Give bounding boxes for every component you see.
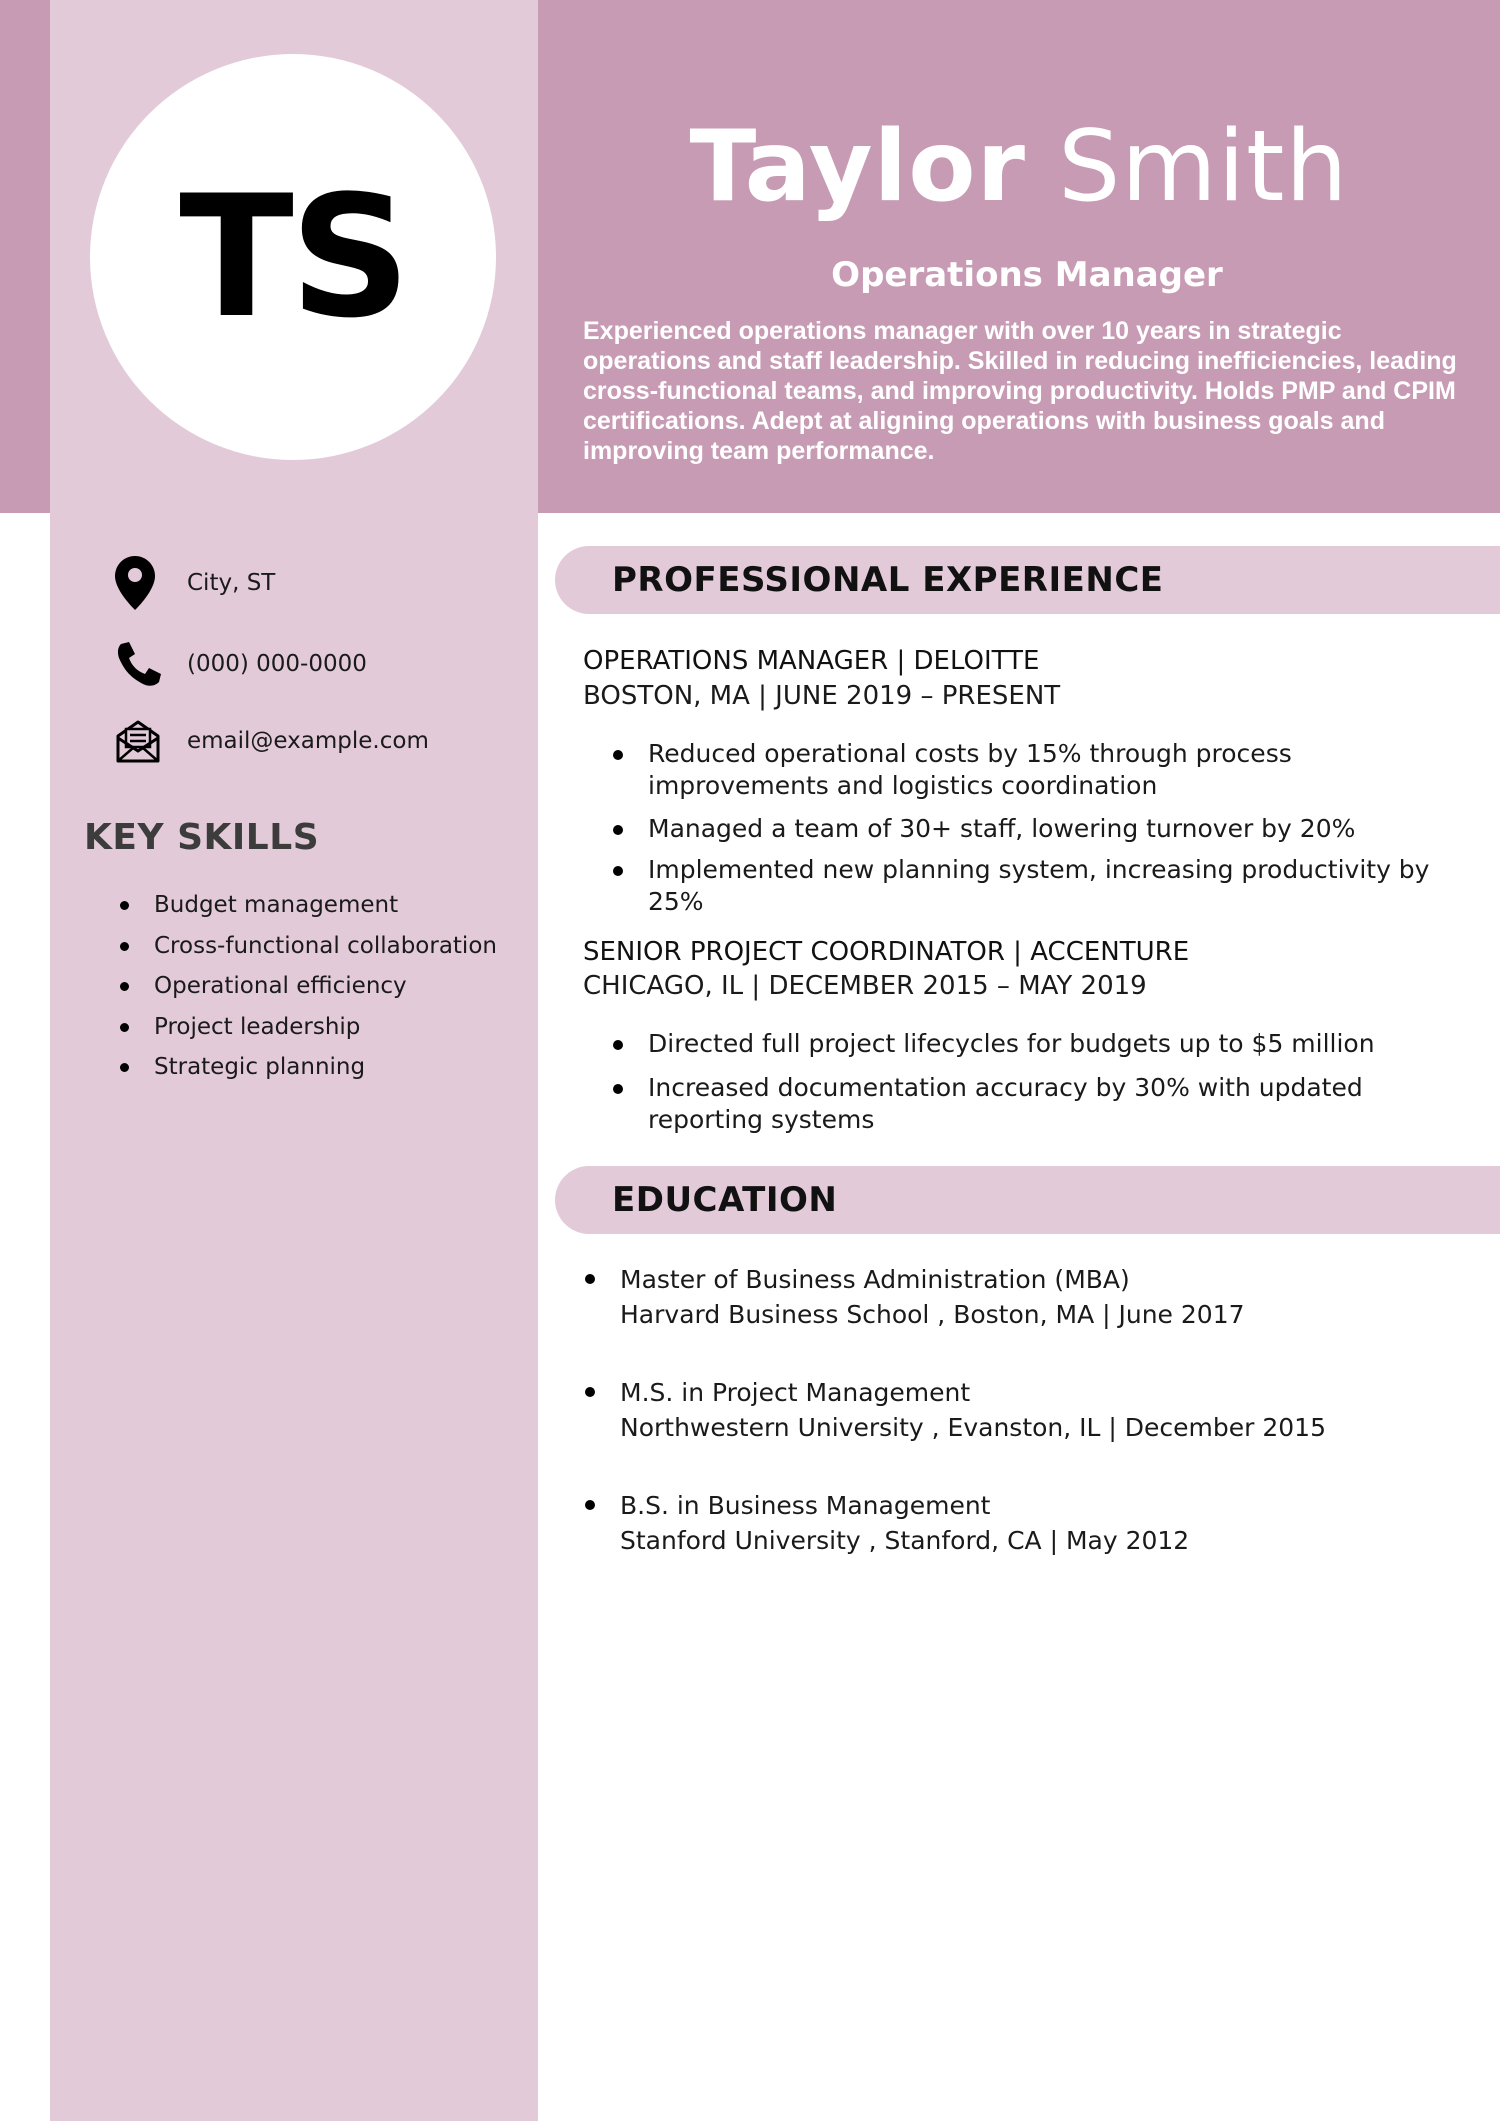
job-location-dates: BOSTON, MA | JUNE 2019 – PRESENT	[583, 681, 1061, 711]
degree-name: B.S. in Business Management	[620, 1491, 991, 1520]
job-bullets	[610, 1028, 1470, 1136]
list-item: Increased documentation accuracy by 30% with updated reporting systems	[610, 1072, 1470, 1136]
list-item: Cross-functional collaboration	[116, 926, 497, 967]
contact-email	[115, 711, 535, 771]
education-entry	[583, 1375, 1483, 1445]
bullet-icon	[585, 1500, 595, 1510]
education-entry	[583, 1262, 1483, 1332]
skills-list	[116, 885, 497, 1088]
school-details: Stanford University , Stanford, CA | May 2012	[620, 1526, 1190, 1555]
job-role-title: Operations Manager	[831, 255, 1223, 295]
education-heading: EDUCATION	[612, 1180, 838, 1220]
bullet-icon	[585, 1274, 595, 1284]
email-text: email@example.com	[187, 728, 429, 754]
list-item: Operational efficiency	[116, 966, 497, 1007]
key-skills-heading: KEY SKILLS	[84, 817, 320, 858]
job-title: SENIOR PROJECT COORDINATOR | ACCENTURE	[583, 937, 1190, 967]
contact-phone	[115, 634, 535, 694]
bullet-icon	[585, 1387, 595, 1397]
job-location-dates: CHICAGO, IL | DECEMBER 2015 – MAY 2019	[583, 971, 1147, 1001]
degree-name: M.S. in Project Management	[620, 1378, 971, 1407]
list-item: Directed full project lifecycles for budgets up to $5 million	[610, 1028, 1470, 1060]
monogram-text: TS	[179, 159, 407, 355]
list-item: Reduced operational costs by 15% through process improvements and logistics coordination	[610, 738, 1470, 802]
experience-section-header	[555, 546, 1500, 614]
phone-text: (000) 000-0000	[187, 651, 367, 677]
list-item: Managed a team of 30+ staff, lowering turnover by 20%	[610, 813, 1470, 845]
education-entry	[583, 1488, 1483, 1558]
list-item: Strategic planning	[116, 1047, 497, 1088]
envelope-icon	[115, 711, 175, 771]
list-item: Project leadership	[116, 1007, 497, 1048]
location-pin-icon	[115, 553, 175, 613]
education-section-header	[555, 1166, 1500, 1234]
school-details: Harvard Business School , Boston, MA | June 2017	[620, 1300, 1245, 1329]
job-bullets	[610, 738, 1470, 918]
school-details: Northwestern University , Evanston, IL | December 2015	[620, 1413, 1326, 1442]
job-title: OPERATIONS MANAGER | DELOITTE	[583, 646, 1040, 676]
last-name: Smith	[1058, 110, 1349, 224]
first-name: Taylor	[689, 110, 1026, 224]
location-text: City, ST	[187, 570, 276, 596]
contact-location	[115, 553, 535, 613]
profile-summary: Experienced operations manager with over 10 years in strategic operations and staff leadership. Skilled in reducing inefficiencies, leading cross-functional teams, and improving productivity. Holds PMP and CPIM certifications. Adept at aligning operations with business goals and improving team performance.	[583, 317, 1457, 465]
phone-icon	[115, 634, 175, 694]
degree-name: Master of Business Administration (MBA)	[620, 1265, 1130, 1294]
candidate-name	[538, 110, 1500, 224]
experience-heading: PROFESSIONAL EXPERIENCE	[612, 560, 1164, 600]
list-item: Implemented new planning system, increasing productivity by 25%	[610, 854, 1470, 918]
monogram-badge	[90, 54, 496, 460]
list-item: Budget management	[116, 885, 497, 926]
